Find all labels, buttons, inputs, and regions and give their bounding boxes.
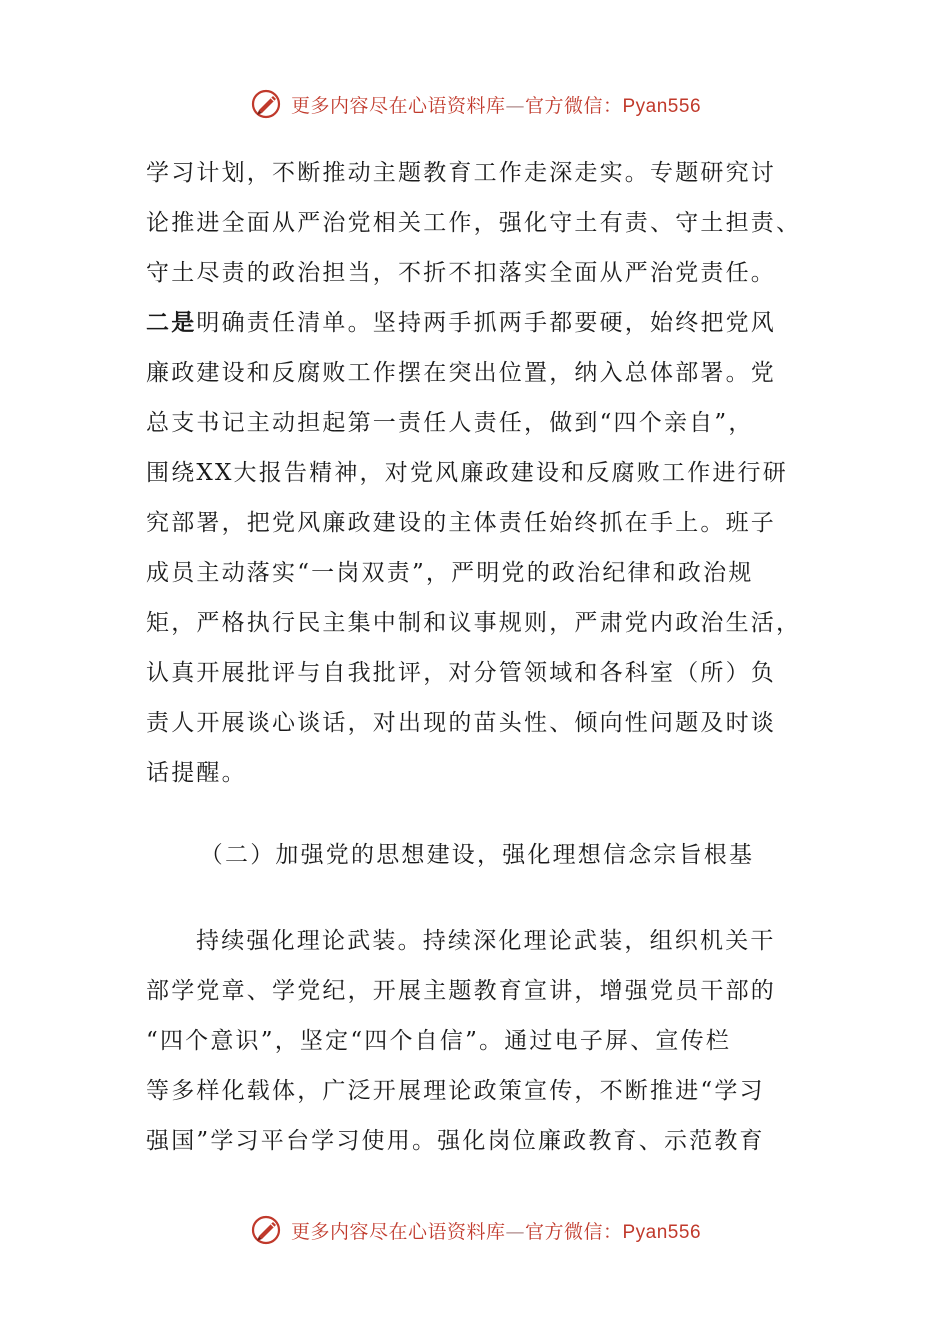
text-line: 廉政建设和反腐败工作摆在突出位置，纳入总体部署。党 [146, 360, 776, 386]
banner-site-text: 更多内容尽在心语资料库 [290, 94, 506, 117]
pen-logo-icon [249, 1212, 285, 1248]
text-line: 责人开展谈心谈话，对出现的苗头性、倾向性问题及时谈 [146, 710, 776, 736]
banner-handle: Pyan556 [622, 95, 702, 117]
banner-text [291, 1217, 701, 1244]
banner-handle: Pyan556 [622, 1221, 702, 1243]
paragraph-1 [146, 148, 808, 798]
text-line-lead [146, 298, 808, 348]
text-line: 矩，严格执行民主集中制和议事规则，严肃党内政治生活， [146, 610, 802, 636]
text-line: 部学党章、学党纪，开展主题教育宣讲，增强党员干部的 [146, 978, 776, 1004]
text-line: 守土尽责的政治担当，不折不扣落实全面从严治党责任。 [146, 260, 776, 286]
pen-logo-icon [249, 86, 285, 122]
text-line: 总支书记主动担起第一责任人责任，做到“四个亲自”， [146, 410, 754, 436]
text-line: 学习计划，不断推动主题教育工作走深走实。专题研究讨 [146, 160, 776, 186]
text-line: 围绕XX大报告精神，对党风廉政建设和反腐败工作进行研 [146, 460, 788, 486]
text-line: 究部署，把党风廉政建设的主体责任始终抓在手上。班子 [146, 510, 776, 536]
banner-text [291, 91, 701, 118]
banner-label: 官方微信： [524, 94, 623, 117]
section-heading: （二）加强党的思想建设，强化理想信念宗旨根基 [199, 842, 755, 868]
banner-dash: — [505, 94, 525, 117]
text-line: 持续强化理论武装。持续深化理论武装，组织机关干 [196, 928, 776, 954]
paragraph-2 [146, 916, 808, 1166]
lead-rest-text: 明确责任清单。坚持两手抓两手都要硬，始终把党风 [196, 310, 777, 336]
text-line: 等多样化载体，广泛开展理论政策宣传，不断推进“学习 [146, 1078, 765, 1104]
banner-dash: — [505, 1220, 525, 1243]
banner-site-text: 更多内容尽在心语资料库 [290, 1220, 506, 1243]
text-line: 论推进全面从严治党相关工作，强化守土有责、守土担责、 [146, 210, 802, 236]
text-line: 话提醒。 [146, 760, 247, 786]
header-banner [0, 84, 950, 124]
lead-bold-text: 二是 [146, 309, 197, 336]
text-line: 认真开展批评与自我批评，对分管领域和各科室（所）负 [146, 660, 776, 686]
text-line: 成员主动落实“一岗双责”，严明党的政治纪律和政治规 [146, 560, 754, 586]
banner-label: 官方微信： [524, 1220, 623, 1243]
text-line: 强国”学习平台学习使用。强化岗位廉政教育、示范教育 [146, 1128, 765, 1154]
text-line: “四个意识”，坚定“四个自信”。通过电子屏、宣传栏 [146, 1028, 732, 1054]
footer-banner [0, 1210, 950, 1250]
